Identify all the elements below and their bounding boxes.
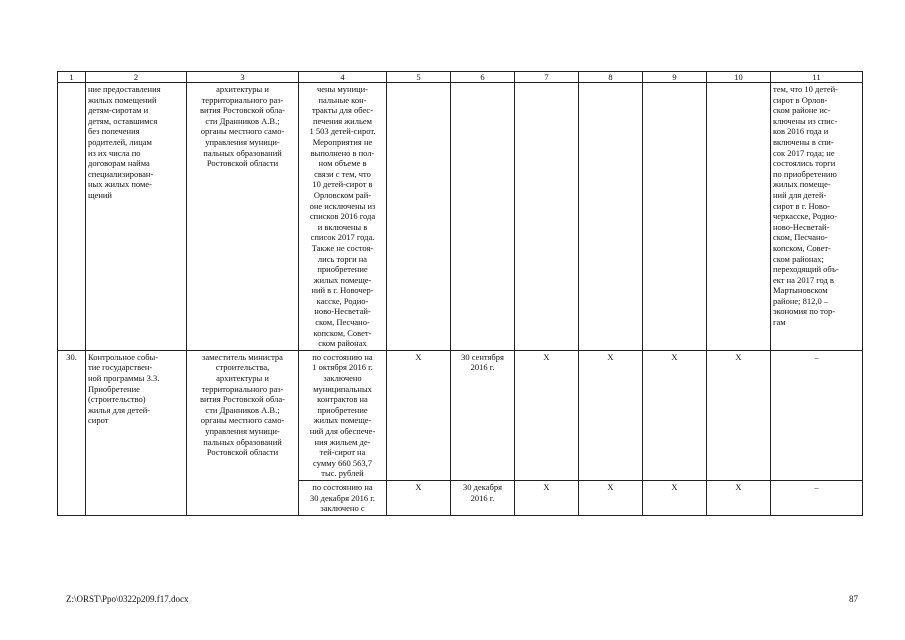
table-cell — [451, 83, 515, 351]
column-number: 1 — [58, 72, 86, 83]
table-cell: Х — [579, 350, 643, 480]
table-cell: Х — [643, 350, 707, 480]
column-number: 5 — [387, 72, 451, 83]
table-cell — [579, 83, 643, 351]
column-number: 3 — [187, 72, 299, 83]
reason-cell: – — [771, 480, 863, 515]
table-cell: Х — [387, 480, 451, 515]
footer-file-path: Z:\ORST\Ppo\0322p209.f17.docx — [66, 594, 189, 604]
result-cell: по состоянию на 30 декабря 2016 г. заключено с — [299, 480, 387, 515]
table-cell — [707, 83, 771, 351]
table-cell — [643, 83, 707, 351]
column-number: 7 — [515, 72, 579, 83]
result-cell: по состоянию на 1 октября 2016 г. заключено муниципальных контрактов на приобретение жилых помеще- ний для обеспече- ния жильем де- тей-сирот на сумму 660 563,7 тыс. рублей — [299, 350, 387, 480]
table-cell: Х — [515, 350, 579, 480]
page-number: 87 — [849, 594, 858, 604]
table-cell: Х — [387, 350, 451, 480]
reason-cell: – — [771, 350, 863, 480]
table-row-continued — [58, 83, 863, 351]
table-cell: Х — [579, 480, 643, 515]
date-cell: 30 декабря 2016 г. — [451, 480, 515, 515]
column-number-row — [58, 72, 863, 83]
column-number: 10 — [707, 72, 771, 83]
row-number-cell: 30. — [58, 350, 86, 515]
table-row-30 — [58, 350, 863, 480]
table-cell: Х — [643, 480, 707, 515]
responsible-cell: архитектуры и территориального раз- вития Ростовской обла- сти Дранников А.В.; органы местного само- управления муници- пальных образований Ростовской области — [187, 83, 299, 351]
column-number: 9 — [643, 72, 707, 83]
event-name-cell: ние предоставления жилых помещений детям-сиротам и детям, оставшимся без попечения родителей, лицам из их числа по договорам найма специализирован- ных жилых поме- щений — [86, 83, 187, 351]
date-cell: 30 сентября 2016 г. — [451, 350, 515, 480]
table-cell: Х — [707, 480, 771, 515]
column-number: 8 — [579, 72, 643, 83]
program-table — [57, 71, 863, 516]
reason-cell: тем, что 10 детей- сирот в Орлов- ском районе ис- ключены из спис- ков 2016 года и включены в спи- сок 2017 года; не состоялись торги по приобретению жилых помеще- ний для детей- сирот в г. Ново- черкасске, Родио- ново-Несветай- ском, Песчано- копском, Совет- ском районах; переходящий объ- ект на 2017 год в Мартыновском районе; 812,0 – экономия по тор- гам — [771, 83, 863, 351]
event-name-cell: Контрольное собы- тие государствен- ной программы 3.3. Приобретение (строительство) жилья для детей- сирот — [86, 350, 187, 515]
table-cell: Х — [515, 480, 579, 515]
table-cell — [387, 83, 451, 351]
column-number: 11 — [771, 72, 863, 83]
responsible-cell: заместитель министра строительства, архитектуры и территориального раз- вития Ростовской обла- сти Дранников А.В.; органы местного само- управления муници- пальных образований Ростовской области — [187, 350, 299, 515]
table-cell — [515, 83, 579, 351]
column-number: 2 — [86, 72, 187, 83]
row-number-cell — [58, 83, 86, 351]
column-number: 4 — [299, 72, 387, 83]
table-cell: Х — [707, 350, 771, 480]
result-cell: чены муници- пальные кон- тракты для обес- печения жильем 1 503 детей-сирот. Мероприятия не выполнено в пол- ном объеме в связи с тем, что 10 детей-сирот в Орловском рай- оне исключены из списков 2016 года и включены в список 2017 года. Также не состоя- лись торги на приобретение жилых помеще- ний в г. Новочер- касске, Родио- ново-Несветай- ском, Песчано- копском, Совет- ском районах — [299, 83, 387, 351]
column-number: 6 — [451, 72, 515, 83]
